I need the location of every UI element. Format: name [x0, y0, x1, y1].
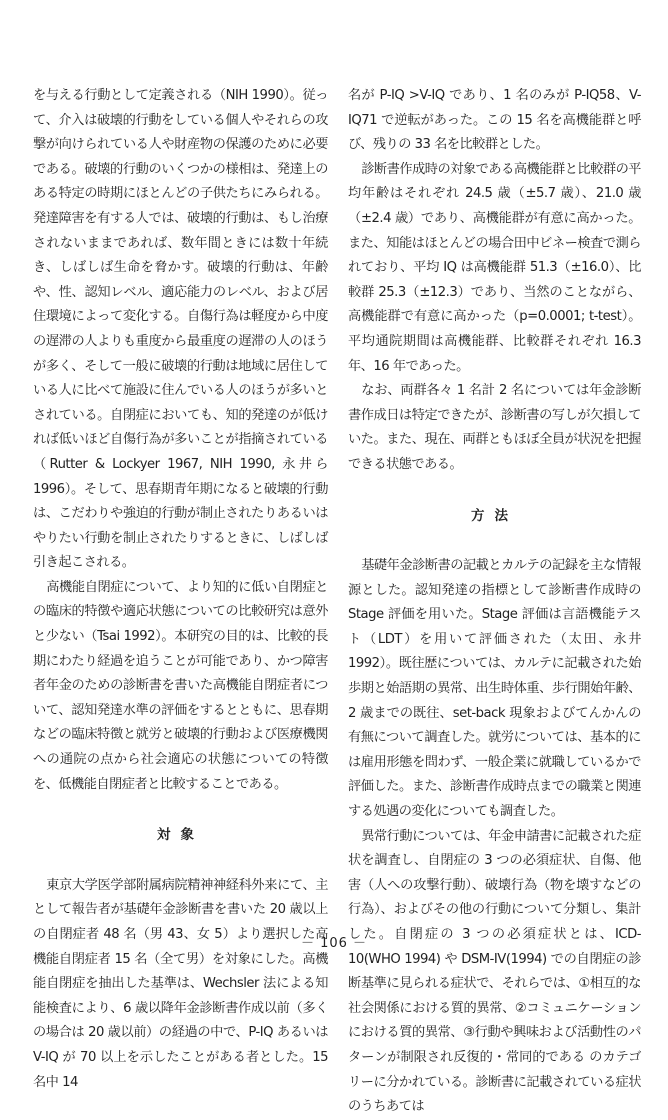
right-column [348, 84, 641, 1120]
section-heading-methods: 方法 [471, 507, 518, 524]
methods-paragraph: 基礎年金診断書の記載とカルテの記録を主な情報源とした。認知発達の指標として診断書作成時の Stage 評価を用いた。Stage 評価は言語機能テスト（LDT）を用いて評価された（太田、永井 1992）。既往歴については、カルテに記載された始歩期と始語期の異常、出生時体重、歩行開始年齢、2 歳までの既往、set-back 現象およびてんかんの有無について調査した。就労については、基本的には雇用形態を問わず、一般企業に就職しているかで評価した。また、診断書作成時点までの職業と関連する処遇の変化についても調査した。 [348, 558, 641, 820]
intro-paragraph-continued: を与える行動として定義される（NIH 1990）。従って、介入は破壊的行動をしている個人やそれらの攻撃が向けられている人や財産物の保護のために必要である。破壊的行動のいくつかの様相は、発達上のある特定の時期にほとんどの子供たちにみられる。発達障害を有する人では、破壊的行動は、もし治療されないままであれば、数年間ときには数十年続き、しばしば生命を脅かす。破壊的行動は、年齢や、性、認知レベル、適応能力のレベル、および居住環境によって変化する。自傷行為は軽度から中度の遅滞の人よりも重度から最重度の遅滞の人のほうが多く、そして一般に破壊的行動は地域に居住している人に比べて施設に住んでいる人のほうが多いとされている。自閉症においても、知的発達のが低ければ低いほど自傷行為が多いことが指摘されている（Rutter & Lockyer 1967, NIH 1990, 永井ら 1996）。そして、思春期青年期になると破壊的行動は、こだわりや強迫的行動が制止されたりあるいはやりたい行動を制止されたりするときに、しばしば引き起こされる。 [33, 88, 328, 571]
missing-records-paragraph: なお、両群各々 1 名計 2 名については年金診断書作成日は特定できたが、診断書の写しが欠損していた。また、現在、両群ともほぼ全員が状況を把握できる状態である。 [348, 383, 641, 472]
group-comparison-paragraph: 診断書作成時の対象である高機能群と比較群の平均年齢はそれぞれ 24.5 歳（±5.7 歳）、21.0 歳（±2.4 歳）であり、高機能群が有意に高かった。また、知能はほとんどの場合田中ビネー検査で測られており、平均 IQ は高機能群 51.3（±16.0）、比較群 25.3（±12.3）であり、当然のことながら、高機能群で有意に高かった（p=0.0001; t-test）。平均通院期間は高機能群、比較群それぞれ 16.3 年、16 年であった。 [348, 161, 641, 374]
abnormal-behavior-paragraph: 異常行動については、年金申請書に記載された症状を調査し、自閉症の 3 つの必須症状、自傷、他害（人への攻撃行動）、破壊行為（物を壊すなどの行為）、およびその他の行動について分類し、集計した。自閉症の 3 つの必須症状とは、ICD-10(WHO 1994) や DSM-IV(1994) での自閉症の診断基準に見られる症状で、それらでは、①相互的な社会関係における質的異常、②コミュニケーションにおける質的異常、③行動や興味および活動性のパターンが制限され反復的・常同的である のカテゴリーに分かれている。診断書に記載されている症状のうちあては [348, 828, 641, 1115]
subjects-paragraph-continued: 名が P-IQ >V-IQ であり、1 名のみが P-IQ58、V-IQ71 で逆転があった。この 15 名を高機能群と呼び、残りの 33 名を比較群とした。 [348, 88, 641, 153]
section-heading-subjects: 対象 [157, 827, 204, 844]
study-purpose-paragraph: 高機能自閉症について、より知的に低い自閉症との臨床的特徴や適応状態についての比較研究は意外と少ない（Tsai 1992）。本研究の目的は、比較的長期にわたり経過を追うことが可能であり、かつ障害者年金のための診断書を書いた高機能自閉症者について、認知発達水準の評価をするとともに、思春期などの臨床特徴と就労と破壊的行動および医療機関への通院の点から社会適応の状態についての特徴を、低機能自閉症者と比較することである。 [33, 579, 328, 792]
page-number: － 106 － [300, 936, 368, 951]
subjects-paragraph: 東京大学医学部附属病院精神神経科外来にて、主として報告者が基礎年金診断書を書いた 20 歳以上の自閉症者 48 名（男 43、女 5）より選択した高機能自閉症者 15 名（全て男）を対象にした。高機能自閉症を抽出した基準は、Wechsler 法による知能検査により、6 歳以降年金診断書作成以前（多くの場合は 20 歳以前）の経過の中で、P-IQ あるいは V-IQ が 70 以上を示したことがある者とした。15 名中 14 [33, 877, 328, 1090]
